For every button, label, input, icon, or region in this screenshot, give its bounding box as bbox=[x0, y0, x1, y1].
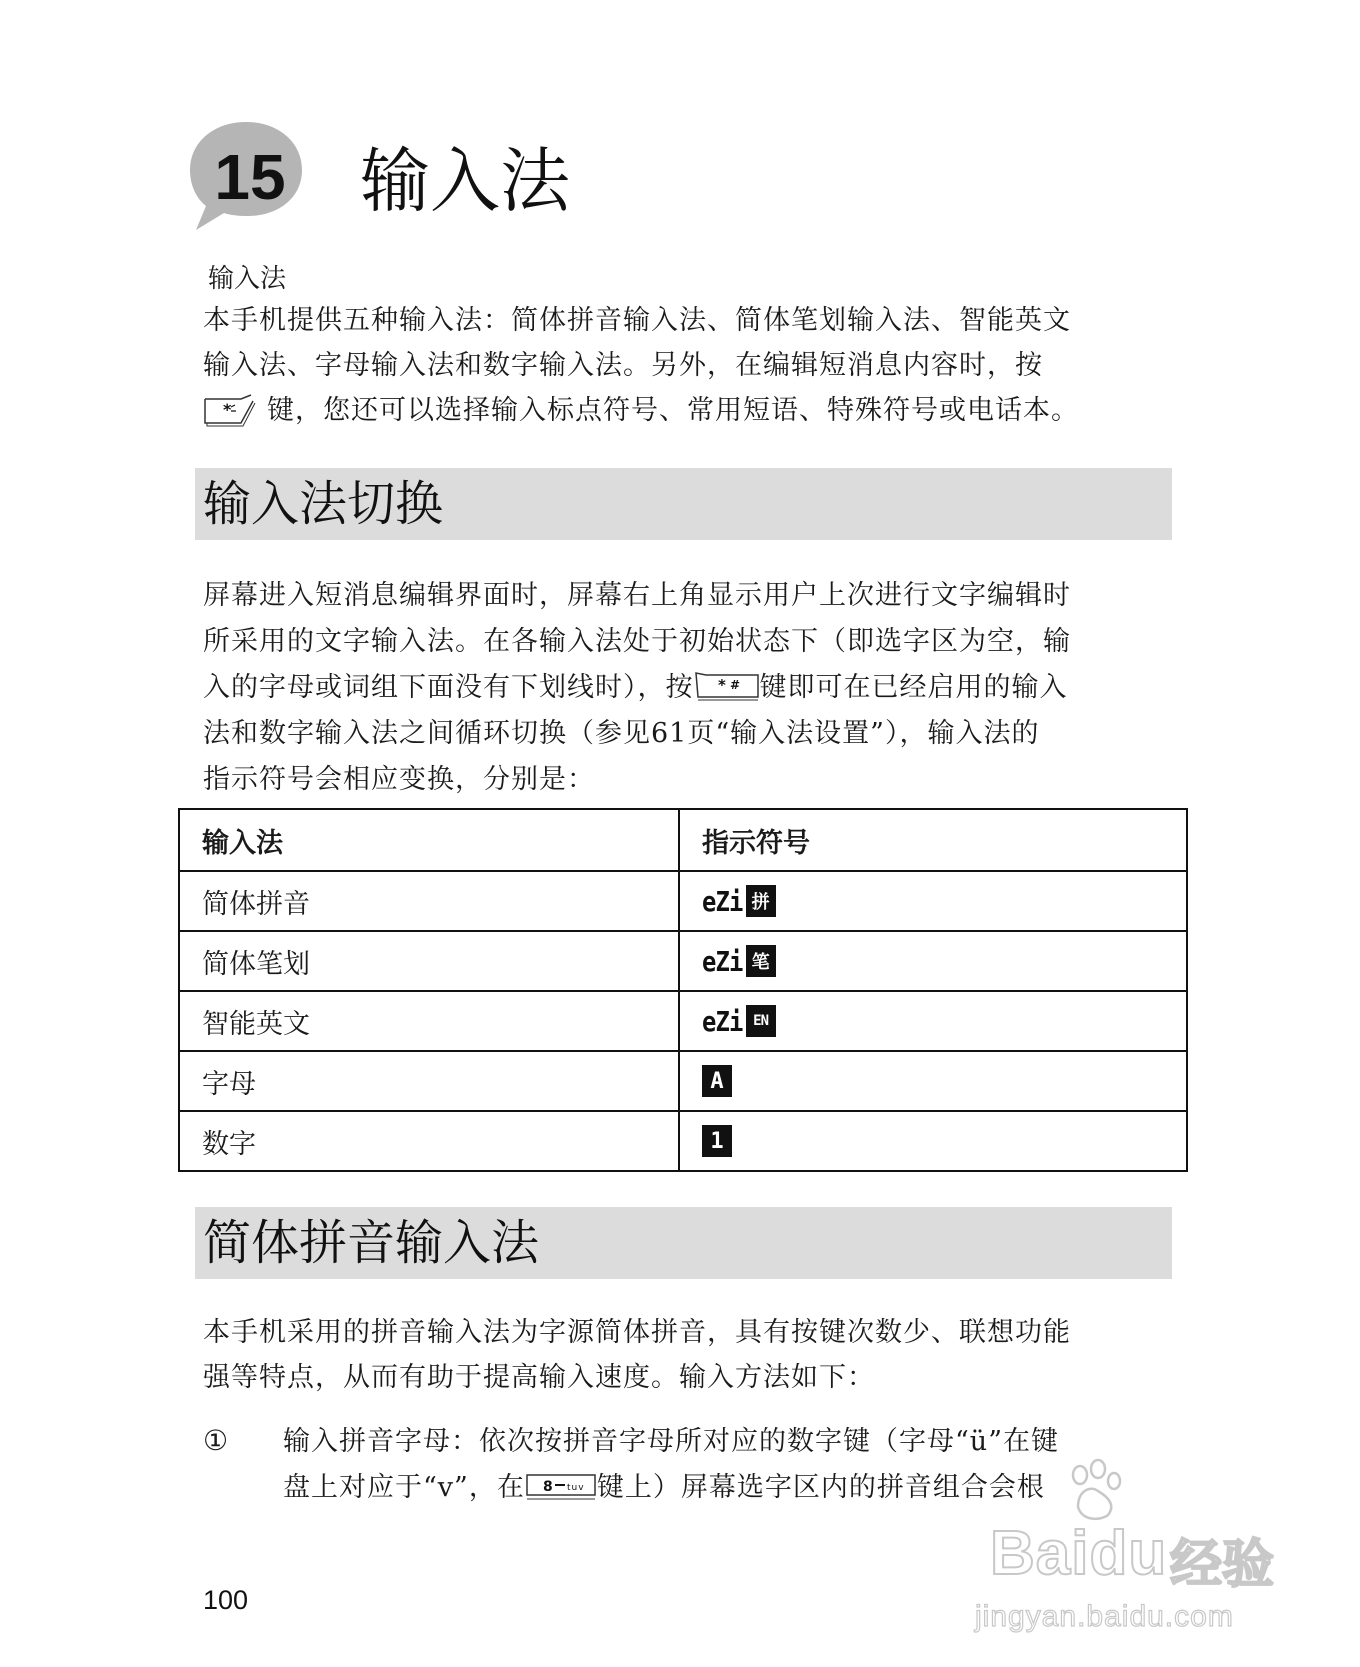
paragraph-line: 屏幕进入短消息编辑界面时，屏幕右上角显示用户上次进行文字编辑时 bbox=[203, 579, 1071, 611]
section-header bbox=[195, 1207, 1172, 1279]
intro-paragraph bbox=[203, 298, 1173, 433]
hash-key-icon bbox=[694, 669, 760, 705]
input-method-table bbox=[178, 808, 1188, 1172]
paragraph-line bbox=[203, 664, 1173, 710]
table-row bbox=[179, 991, 1187, 1051]
svg-text:#: # bbox=[729, 678, 741, 692]
number-indicator-icon: 1 bbox=[702, 1124, 732, 1158]
table-header-row bbox=[179, 809, 1187, 871]
eight-key-icon bbox=[525, 1470, 597, 1504]
paragraph-line: 法和数字输入法之间循环切换（参见61页“输入法设置”），输入法的 bbox=[203, 717, 1040, 749]
paragraph-line: 指示符号会相应变换，分别是： bbox=[203, 763, 595, 795]
intro-label: 输入法 bbox=[208, 264, 287, 294]
svg-text:*: * bbox=[223, 399, 233, 419]
table-row bbox=[179, 1111, 1187, 1171]
letter-indicator-icon: A bbox=[702, 1064, 732, 1098]
indicator-cell bbox=[679, 991, 1187, 1051]
indicator-cell bbox=[679, 871, 1187, 931]
intro-line: 输入法、字母输入法和数字输入法。另外，在编辑短消息内容时，按 bbox=[203, 350, 1043, 381]
intro-line: 本手机提供五种输入法：简体拼音输入法、简体笔划输入法、智能英文 bbox=[203, 305, 1071, 336]
indicator-cell bbox=[679, 931, 1187, 991]
star-key-icon bbox=[203, 393, 259, 429]
step-paragraph bbox=[283, 1418, 1173, 1510]
header-method: 输入法 bbox=[179, 809, 679, 871]
paragraph-line: 强等特点，从而有助于提高输入速度。输入方法如下： bbox=[203, 1362, 875, 1393]
method-cell: 数字 bbox=[179, 1111, 679, 1171]
section-header bbox=[195, 468, 1172, 540]
intro-line-text: 键，您还可以选择输入标点符号、常用短语、特殊符号或电话本。 bbox=[267, 395, 1079, 426]
baidu-paw-icon bbox=[1060, 1455, 1130, 1525]
table-row bbox=[179, 871, 1187, 931]
step-marker: ① bbox=[203, 1424, 229, 1457]
svg-text:8: 8 bbox=[542, 1479, 554, 1495]
chapter-title: 输入法 bbox=[360, 140, 570, 222]
method-cell: 简体拼音 bbox=[179, 871, 679, 931]
chapter-number: 15 bbox=[214, 141, 286, 213]
paragraph-line: 本手机采用的拼音输入法为字源简体拼音，具有按键次数少、联想功能 bbox=[203, 1317, 1071, 1348]
svg-text:*: * bbox=[717, 676, 727, 694]
watermark-url: jingyan.baidu.com bbox=[975, 1600, 1234, 1633]
watermark-brand: Baidu bbox=[990, 1519, 1168, 1588]
section-paragraph bbox=[203, 572, 1173, 802]
intro-line bbox=[203, 388, 1173, 433]
method-cell: 简体笔划 bbox=[179, 931, 679, 991]
svg-text:tuv: tuv bbox=[566, 1483, 585, 1493]
method-cell: 智能英文 bbox=[179, 991, 679, 1051]
page-number: 100 bbox=[203, 1585, 249, 1615]
section-paragraph bbox=[203, 1310, 1173, 1400]
table-row bbox=[179, 931, 1187, 991]
indicator-cell bbox=[679, 1051, 1187, 1111]
table-row bbox=[179, 1051, 1187, 1111]
english-indicator-icon: eZi EN bbox=[702, 1004, 776, 1038]
method-cell: 字母 bbox=[179, 1051, 679, 1111]
indicator-cell bbox=[679, 1111, 1187, 1171]
step-text: 盘上对应于“v”，在 bbox=[283, 1471, 525, 1503]
section-title: 输入法切换 bbox=[203, 476, 444, 532]
header-indicator: 指示符号 bbox=[679, 809, 1187, 871]
step-line: 输入拼音字母：依次按拼音字母所对应的数字键（字母“ü”在键 bbox=[283, 1425, 1059, 1457]
watermark-brand-cn: 经验 bbox=[1170, 1534, 1275, 1595]
paragraph-text: 键即可在已经启用的输入 bbox=[759, 671, 1068, 703]
section-title: 简体拼音输入法 bbox=[203, 1215, 540, 1271]
paragraph-line: 所采用的文字输入法。在各输入法处于初始状态下（即选字区为空，输 bbox=[203, 625, 1071, 657]
pinyin-indicator-icon: eZi 拼 bbox=[702, 884, 776, 918]
step-text: 键上）屏幕选字区内的拼音组合会根 bbox=[596, 1471, 1045, 1503]
step-line bbox=[283, 1464, 1173, 1510]
paragraph-text: 入的字母或词组下面没有下划线时），按 bbox=[203, 671, 694, 703]
stroke-indicator-icon: eZi 笔 bbox=[702, 944, 776, 978]
